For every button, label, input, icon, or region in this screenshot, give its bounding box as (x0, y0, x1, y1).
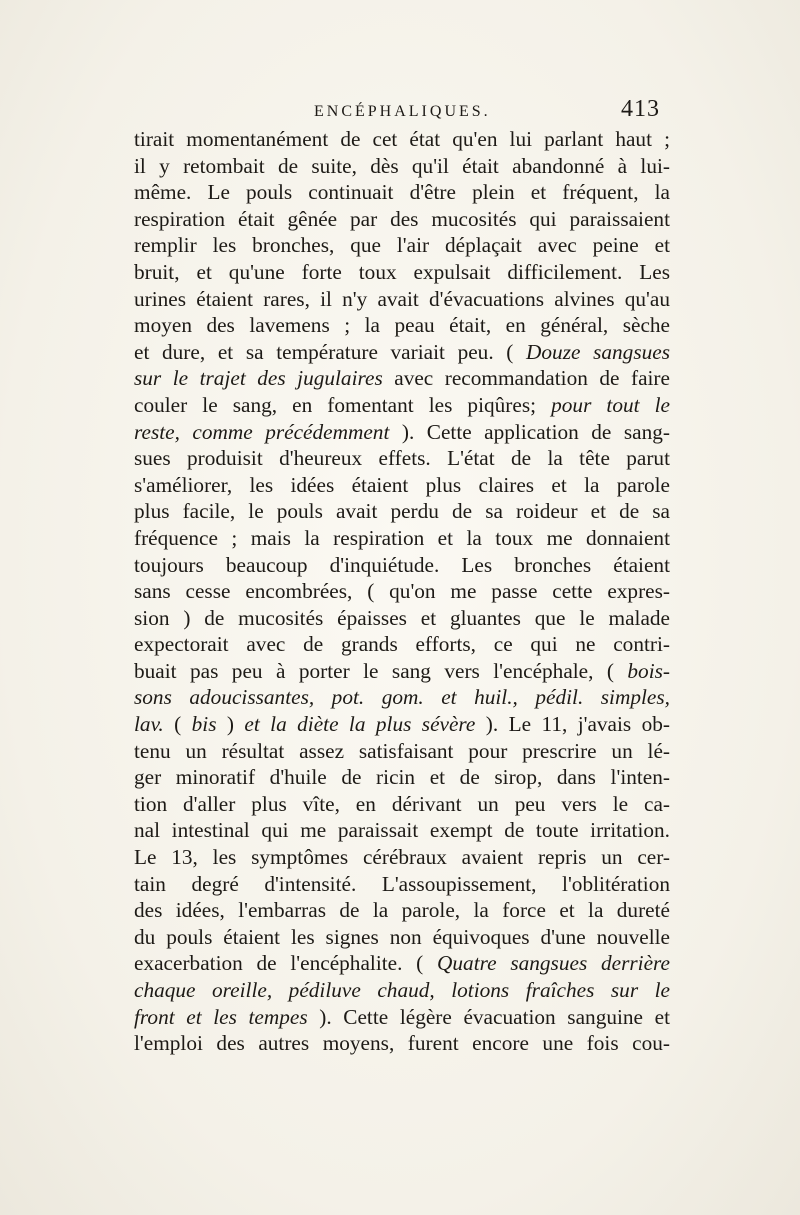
text-segment: du pouls étaient les signes non équivoques d'une nouvelle (134, 924, 670, 949)
text-segment: nal intestinal qui me paraissait exempt de toute irritation. (134, 818, 670, 843)
text-segment: buait pas peu à porter le sang vers l'encéphale, ( (134, 658, 628, 683)
text-line (134, 578, 670, 605)
text-segment: sues produisit d'heureux effets. L'état de la tête parut (134, 446, 670, 471)
text-segment: sans cesse encombrées, ( qu'on me passe cette expres- (134, 579, 670, 604)
text-segment: tenu un résultat assez satisfaisant pour prescrire un lé- (134, 738, 670, 763)
italic-text-segment: sur le trajet des jugulaires (134, 366, 383, 391)
text-segment: plus facile, le pouls avait perdu de sa roideur et de sa (134, 499, 670, 524)
italic-text-segment: et la diète la plus sévère (244, 712, 476, 737)
text-segment: avec recommandation de faire (382, 366, 670, 391)
text-segment: ger minoratif d'huile de ricin et de sirop, dans l'inten- (134, 765, 670, 790)
text-line (134, 232, 670, 259)
text-segment: et dure, et sa température variait peu. ( (134, 339, 527, 364)
text-segment: l'emploi des autres moyens, furent encore une fois cou- (134, 1031, 670, 1056)
text-line (134, 179, 670, 206)
text-segment: ). Le 11, j'avais ob- (475, 712, 670, 737)
text-line (134, 817, 670, 844)
text-line (134, 977, 670, 1004)
text-segment: toujours beaucoup d'inquiétude. Les bronches étaient (134, 552, 670, 577)
text-line (134, 445, 670, 472)
text-segment: Le 13, les symptômes cérébraux avaient repris un cer- (134, 845, 670, 870)
body-text (134, 126, 670, 1057)
text-segment: tain degré d'intensité. L'assoupissement, l'oblitération (134, 871, 670, 896)
text-segment: ( (163, 712, 192, 737)
text-line (134, 764, 670, 791)
text-line (134, 711, 670, 738)
italic-text-segment: sons adoucissantes, pot. gom. et huil., pédil. simples, (134, 685, 670, 710)
italic-text-segment: reste, comme précédemment (134, 419, 390, 444)
text-segment: tion d'aller plus vîte, en dérivant un peu vers le ca- (134, 791, 670, 816)
text-line (134, 498, 670, 525)
text-line (134, 605, 670, 632)
text-line (134, 844, 670, 871)
italic-text-segment: pour tout le (551, 392, 670, 417)
text-line (134, 472, 670, 499)
text-segment: ). Cette légère évacuation sanguine et (307, 1004, 670, 1029)
text-line (134, 312, 670, 339)
text-line (134, 950, 670, 977)
text-line (134, 525, 670, 552)
text-segment: bruit, et qu'une forte toux expulsait difficilement. Les (134, 259, 670, 284)
text-segment: même. Le pouls continuait d'être plein et fréquent, la (134, 180, 670, 205)
text-line (134, 392, 670, 419)
italic-text-segment: bois- (627, 658, 670, 683)
text-segment: ). Cette application de sang- (389, 419, 670, 444)
text-line (134, 791, 670, 818)
italic-text-segment: front et les tempes (134, 1004, 308, 1029)
italic-text-segment: Douze sangsues (526, 339, 670, 364)
text-line (134, 1030, 670, 1057)
text-segment: exacerbation de l'encéphalite. ( (134, 951, 438, 976)
italic-text-segment: lav. (134, 712, 164, 737)
text-line (134, 419, 670, 446)
text-segment: sion ) de mucosités épaisses et gluantes que le malade (134, 605, 670, 630)
text-segment: remplir les bronches, que l'air déplaçait avec peine et (134, 233, 670, 258)
page-number: 413 (621, 96, 660, 122)
text-line (134, 658, 670, 685)
text-line (134, 871, 670, 898)
italic-text-segment: chaque oreille, pédiluve chaud, lotions fraîches sur le (134, 978, 670, 1002)
italic-text-segment: bis (191, 712, 217, 737)
text-line (134, 206, 670, 233)
running-title: ENCÉPHALIQUES. (314, 103, 491, 120)
text-segment: urines étaient rares, il n'y avait d'évacuations alvines qu'au (134, 286, 670, 311)
text-segment: tirait momentanément de cet état qu'en lui parlant haut ; (134, 127, 670, 151)
text-segment: respiration était gênée par des mucosités qui paraissaient (134, 206, 670, 231)
text-segment: s'améliorer, les idées étaient plus claires et la parole (134, 472, 670, 497)
text-segment: des idées, l'embarras de la parole, la force et la dureté (134, 898, 670, 923)
text-line (134, 684, 670, 711)
text-line (134, 259, 670, 286)
text-line (134, 339, 670, 366)
text-segment: fréquence ; mais la respiration et la toux me donnaient (134, 525, 670, 550)
text-line (134, 365, 670, 392)
text-line (134, 897, 670, 924)
text-segment: ) (216, 712, 245, 737)
text-segment: expectorait avec de grands efforts, ce qui ne contri- (134, 632, 670, 657)
text-line (134, 924, 670, 951)
text-line (134, 126, 670, 153)
text-line (134, 153, 670, 180)
text-line (134, 552, 670, 579)
text-segment: moyen des lavemens ; la peau était, en général, sèche (134, 313, 670, 338)
text-segment: couler le sang, en fomentant les piqûres; (134, 392, 552, 417)
text-line (134, 631, 670, 658)
text-line (134, 1004, 670, 1031)
text-segment: il y retombait de suite, dès qu'il était abandonné à lui- (134, 153, 670, 178)
text-line (134, 286, 670, 313)
italic-text-segment: Quatre sangsues derrière (437, 951, 670, 976)
text-line (134, 738, 670, 765)
